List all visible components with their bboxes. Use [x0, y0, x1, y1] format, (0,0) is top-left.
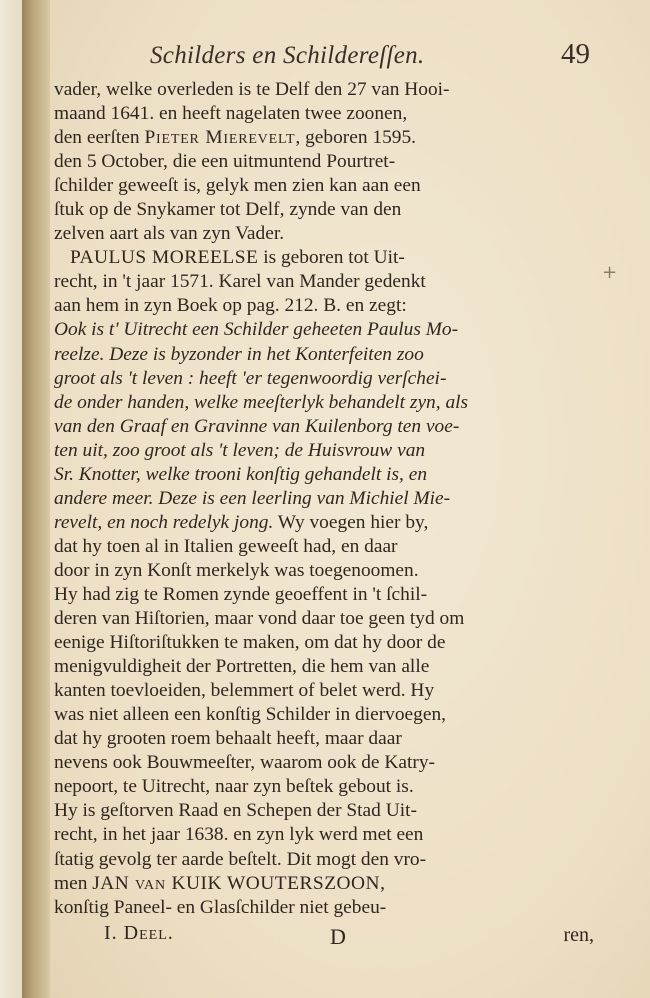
signature-mark: D	[330, 924, 346, 949]
text-segment: groot als 't leven : heeft 'er tegenwoordig verſchei-	[54, 367, 447, 389]
text-segment: Hy is geſtorven Raad en Schepen der Stad Uit-	[54, 800, 417, 822]
text-line	[54, 823, 598, 847]
text-line	[54, 367, 598, 391]
page-header	[150, 38, 590, 78]
text-segment: ſchilder geweeſt is, gelyk men zien kan aan een	[54, 175, 421, 197]
body-text	[54, 78, 598, 920]
text-segment: aan hem in zyn Boek op pag. 212. B. en zegt:	[54, 295, 407, 317]
page-footer	[104, 922, 594, 952]
text-segment: van den Graaf en Gravinne van Kuilenborg ten voe-	[54, 415, 460, 437]
text-segment: recht, in 't jaar 1571. Karel van Mander gedenkt	[54, 271, 426, 293]
text-line	[54, 78, 598, 102]
text-segment: den 5 October, die een uitmuntend Pourtret-	[54, 151, 396, 173]
text-segment: dat hy grooten roem behaalt heeft, maar daar	[54, 728, 402, 750]
text-line	[54, 102, 598, 126]
text-line	[54, 174, 598, 198]
page-number: 49	[561, 38, 590, 70]
text-segment: Wy voegen hier by,	[273, 511, 429, 533]
text-line	[54, 775, 598, 799]
text-segment: Sr. Knotter, welke trooni konſtig gehandelt is, en	[54, 463, 428, 485]
book-gutter	[22, 0, 50, 998]
text-line	[54, 896, 598, 920]
text-line	[54, 607, 598, 631]
text-line	[54, 679, 598, 703]
text-segment: andere meer. Deze is een leerling van Michiel Mie-	[54, 487, 451, 509]
text-segment: ſtuk op de Snykamer tot Delf, zynde van den	[54, 199, 402, 221]
text-segment: kanten toevloeiden, belemmert of belet werd. Hy	[54, 680, 435, 702]
text-line	[54, 727, 598, 751]
text-segment: vader, welke overleden is te Delf den 27 van Hooi-	[54, 79, 450, 100]
text-line	[54, 559, 598, 583]
text-line	[54, 487, 598, 511]
text-segment: Ook is t' Uitrecht een Schilder geheeten Paulus Mo-	[54, 319, 459, 341]
text-segment: Hy had zig te Romen zynde geoeffent in 't ſchil-	[54, 583, 428, 605]
text-line	[54, 511, 598, 535]
text-segment: KUIK WOUTERSZOON,	[171, 872, 386, 894]
text-line	[54, 150, 598, 174]
text-line	[54, 343, 598, 367]
text-segment: de onder handen, welke meeſterlyk behandelt zyn, als	[54, 391, 469, 413]
text-segment: was niet alleen een konſtig Schilder in diervoegen,	[54, 704, 446, 726]
text-line	[54, 703, 598, 727]
text-line	[54, 415, 598, 439]
text-line	[54, 270, 598, 294]
text-segment: reelze. Deze is byzonder in het Konterfeiten zoo	[54, 343, 424, 365]
text-line	[54, 848, 598, 872]
text-segment: is geboren tot Uit-	[258, 247, 405, 269]
text-segment: men	[54, 872, 93, 894]
text-segment: ten uit, zoo groot als 't leven; de Huisvrouw van	[54, 439, 426, 461]
text-segment: Pieter Mierevelt	[144, 127, 296, 149]
text-segment: door in zyn Konſt merkelyk was toegenoomen.	[54, 559, 419, 581]
text-segment: eenige Hiſtoriſtukken te maken, om dat hy door de	[54, 632, 446, 654]
text-line	[54, 318, 598, 342]
text-line	[54, 583, 598, 607]
text-segment: menigvuldigheit der Portretten, die hem van alle	[54, 656, 430, 678]
text-line	[54, 126, 598, 150]
text-segment: PAULUS MOREELSE	[70, 247, 259, 269]
text-line	[54, 294, 598, 318]
text-segment: nevens ook Bouwmeeſter, waarom ook de Katry-	[54, 752, 435, 774]
text-line	[54, 799, 598, 823]
text-segment: nepoort, te Uitrecht, naar zyn beſtek gebout is.	[54, 776, 414, 798]
text-line	[54, 535, 598, 559]
text-segment: recht, in het jaar 1638. en zyn lyk werd met een	[54, 824, 424, 846]
text-segment: ſtatig gevolg ter aarde beſtelt. Dit mogt den vro-	[54, 848, 427, 870]
volume-label: I. Deel.	[104, 922, 174, 944]
text-line	[54, 439, 598, 463]
text-line	[54, 222, 598, 246]
text-segment: JAN	[92, 872, 130, 894]
text-segment: konſtig Paneel- en Glasſchilder niet gebeu-	[54, 896, 387, 918]
text-segment: dat hy toen al in Italien geweeſt had, en daar	[54, 535, 398, 557]
text-segment: van	[129, 872, 172, 894]
margin-pencil-mark: +	[602, 262, 618, 283]
text-line	[54, 391, 598, 415]
text-line	[54, 872, 598, 896]
text-line	[54, 246, 598, 270]
facing-page-edge	[0, 0, 22, 998]
text-segment: revelt, en noch redelyk jong.	[54, 511, 274, 533]
running-title: Schilders en Schildereſſen.	[150, 42, 425, 69]
text-line	[54, 655, 598, 679]
text-segment: zelven aart als van zyn Vader.	[54, 223, 285, 245]
text-line	[54, 631, 598, 655]
text-segment: maand 1641. en heeft nagelaten twee zoonen,	[54, 103, 408, 125]
text-segment: deren van Hiſtorien, maar vond daar toe geen tyd om	[54, 608, 465, 630]
text-line	[54, 751, 598, 775]
text-line	[54, 463, 598, 487]
text-segment: den eerſten	[54, 127, 145, 149]
text-segment: , geboren 1595.	[295, 127, 416, 149]
text-line	[54, 198, 598, 222]
catchword: ren,	[563, 924, 594, 946]
